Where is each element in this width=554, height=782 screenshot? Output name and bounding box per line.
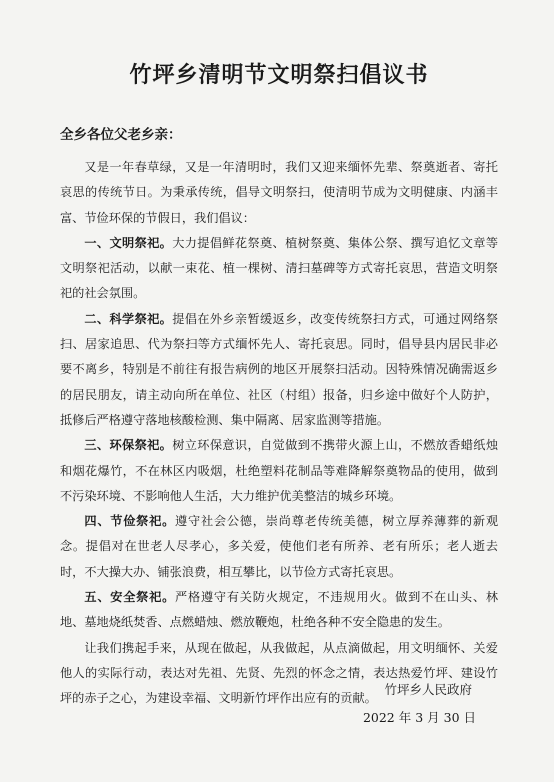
item-text: 大力提倡鲜花祭奠、植树祭奠、集体公祭、撰写追忆文章等文明祭祀活动，以献一束花、植一棵树、清扫墓碑等方式寄托哀思，营造文明祭祀的社会氛围。 [60,235,499,301]
item-paragraph-5 [60,585,498,636]
item-text: 提倡在外乡亲暂缓返乡，改变传统祭扫方式，可通过网络祭扫、居家追思、代为祭扫等方式缅怀先人、寄托哀思。同时，倡导县内居民非必要不离乡，特别是不前往有报告病例的地区开展祭扫活动。因特殊情况确需返乡的居民朋友，请主动向所在单位、社区（村组）报备，归乡途中做好个人防护，抵修后严格遵守落地核酸检测、集中隔离、居家监测等措施。 [60,311,499,427]
item-heading: 一、文明祭祀。 [84,235,173,250]
signature-organization: 竹坪乡人民政府 [384,682,472,697]
signature-date: 2022 年 3 月 30 日 [362,710,476,725]
item-text: 严格遵守有关防火规定，不违规用火。做到不在山头、林地、墓地烧纸焚香、点燃蜡烛、燃放鞭炮，杜绝各种不安全隐患的发生。 [60,590,499,630]
intro-paragraph: 又是一年春草绿，又是一年清明时，我们又迎来缅怀先辈、祭奠逝者、寄托哀思的传统节日。为秉承传统，倡导文明祭扫，使清明节成为文明健康、内涵丰富、节俭环保的节假日，我们倡议： [60,160,498,225]
item-paragraph-3 [60,433,498,509]
salutation: 全乡各位父老乡亲： [60,127,182,143]
item-paragraph-1 [60,231,498,307]
document-title: 竹坪乡清明节文明祭扫倡议书 [129,63,429,88]
item-paragraph-2 [60,307,498,433]
item-heading: 四、节俭祭祀。 [84,514,176,529]
item-heading: 五、安全祭祀。 [84,590,176,605]
item-text: 树立环保意识，自觉做到不携带火源上山，不燃放香蜡纸烛和烟花爆竹，不在林区内吸烟，杜绝塑料花制品等难降解祭奠物品的使用，做到不污染环境、不影响他人生活，大力维护优美整洁的城乡环境。 [60,438,499,503]
item-heading: 二、科学祭祀。 [84,311,173,326]
item-paragraph-4 [60,509,498,585]
closing-paragraph: 让我们携起手来，从现在做起，从我做起，从点滴做起，用文明缅怀、关爱他人的实际行动，表达对先祖、先贤、先烈的怀念之情，表达热爱竹坪、建设竹坪的赤子之心，为建设幸福、文明新竹坪作出应有的贡献。 [60,640,498,706]
item-text: 遵守社会公德，崇尚尊老传统美德，树立厚养薄葬的新观念。提倡对在世老人尽孝心，多关爱，使他们老有所养、老有所乐；老人逝去时，不大操大办、铺张浪费，相互攀比，以节俭方式寄托哀思。 [60,514,499,579]
item-heading: 三、环保祭祀。 [84,438,173,453]
